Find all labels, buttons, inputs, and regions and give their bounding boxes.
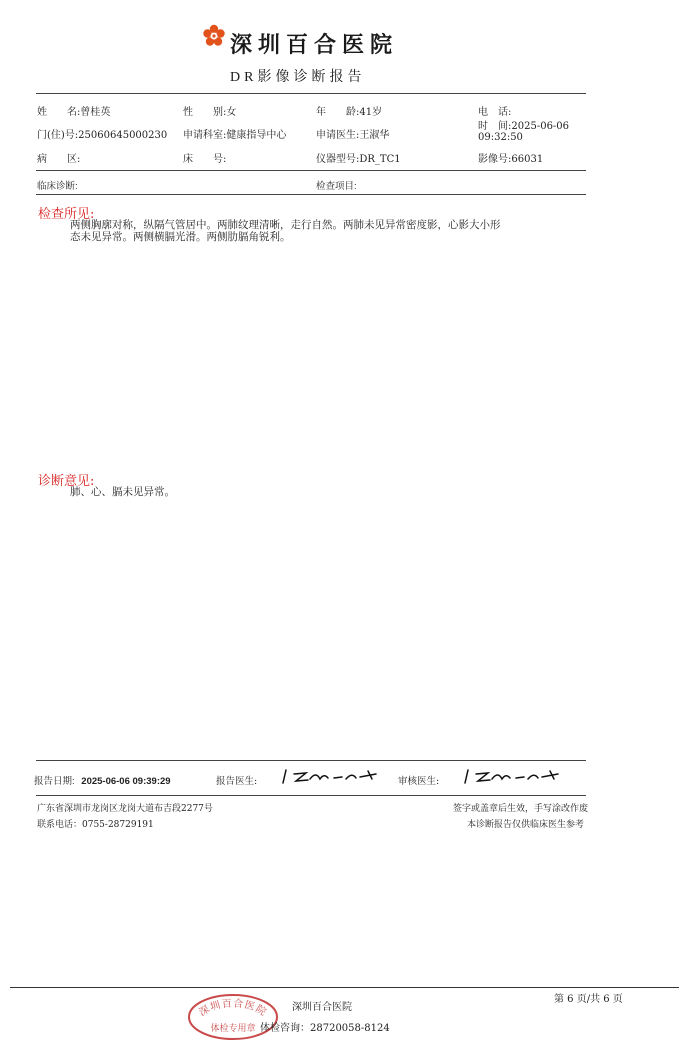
report-title: DR影像诊断报告 — [230, 70, 366, 85]
reporter-signature — [280, 765, 380, 787]
info-divider — [36, 170, 586, 171]
name-label: 姓 名: — [37, 107, 81, 118]
stamp-top-text: 深圳百合医院 — [197, 998, 269, 1019]
doctor-label: 申请医生: — [316, 130, 360, 141]
findings-title: 检查所见: — [38, 207, 95, 222]
outpatient-field — [37, 126, 167, 141]
bed-field — [183, 150, 226, 165]
report-date-label: 报告日期: — [34, 776, 75, 787]
image-no-value: 66031 — [511, 154, 544, 165]
report-footer-bottom-divider — [36, 795, 586, 796]
hospital-address: 广东省深圳市龙岗区龙岗大道布吉段2277号 — [37, 804, 213, 814]
reporter-label: 报告医生: — [216, 776, 258, 787]
dept-field — [183, 126, 286, 141]
name-value: 曾桂英 — [80, 107, 111, 118]
age-label: 年 龄: — [316, 107, 360, 118]
bed-label: 床 号: — [183, 154, 227, 165]
hospital-contact: 联系电话：0755-28729191 — [37, 820, 154, 830]
image-no-label: 影像号: — [478, 154, 512, 165]
footer-consult-phone: 体检咨询：28720058-8124 — [260, 1023, 390, 1034]
clinical-divider — [36, 194, 586, 195]
phone-label: 电 话: — [478, 107, 512, 118]
time-field — [478, 121, 569, 143]
gender-field — [183, 103, 236, 118]
ward-field — [37, 150, 80, 165]
stamp-bottom-text: 体检专用章 — [210, 1024, 256, 1034]
hospital-name: 深圳百合医院 — [230, 32, 399, 57]
findings-text — [70, 219, 590, 243]
header-divider — [36, 93, 586, 94]
outpatient-value: 25060645000230 — [78, 130, 168, 141]
validity-note: 签字或盖章后生效，手写涂改作废 — [452, 804, 588, 814]
lily-flower-logo-icon — [202, 24, 226, 48]
time-label: 时 间: — [478, 121, 512, 132]
doctor-field — [316, 126, 389, 141]
dept-label: 申请科室: — [183, 130, 227, 141]
reviewer-signature — [462, 765, 562, 787]
reference-note: 本诊断报告仅供临床医生参考 — [466, 820, 584, 830]
page-info: 第 6 页/共 6 页 — [554, 994, 623, 1005]
impression-title: 诊断意见: — [38, 474, 95, 489]
name-field — [37, 103, 110, 118]
doctor-value: 王淑华 — [359, 130, 390, 141]
clinical-diagnosis-label: 临床诊断: — [37, 181, 78, 192]
ward-label: 病 区: — [37, 154, 81, 165]
exam-item-label: 检查项目: — [316, 181, 357, 192]
time-value-date: 2025-06-06 — [511, 121, 570, 132]
findings-line-1: 两侧胸廓对称，纵隔气管居中。两肺纹理清晰，走行自然。两肺未见异常密度影，心影大小形 — [70, 219, 501, 231]
page-footer-divider — [10, 987, 679, 988]
age-value: 41岁 — [359, 107, 383, 118]
report-date-field — [34, 773, 171, 787]
device-field — [316, 150, 401, 165]
report-footer-top-divider — [36, 760, 586, 761]
age-field — [316, 103, 382, 118]
gender-label: 性 别: — [183, 107, 227, 118]
time-value-clock: 09:32:50 — [478, 132, 523, 143]
reviewer-label: 审核医生: — [398, 776, 440, 787]
image-no-field — [478, 150, 543, 165]
impression-text: 肺、心、膈未见异常。 — [70, 486, 175, 498]
report-date-value: 2025-06-06 09:39:29 — [81, 776, 171, 787]
footer-hospital-name: 深圳百合医院 — [292, 1002, 352, 1013]
device-value: DR_TC1 — [359, 154, 401, 165]
gender-value: 女 — [226, 107, 237, 118]
phone-field — [478, 103, 511, 118]
device-label: 仪器型号: — [316, 154, 360, 165]
dept-value: 健康指导中心 — [226, 130, 287, 141]
outpatient-label: 门(住)号: — [37, 130, 79, 141]
findings-line-2: 态未见异常。两侧横膈光滑。两侧肋膈角锐利。 — [70, 231, 291, 243]
